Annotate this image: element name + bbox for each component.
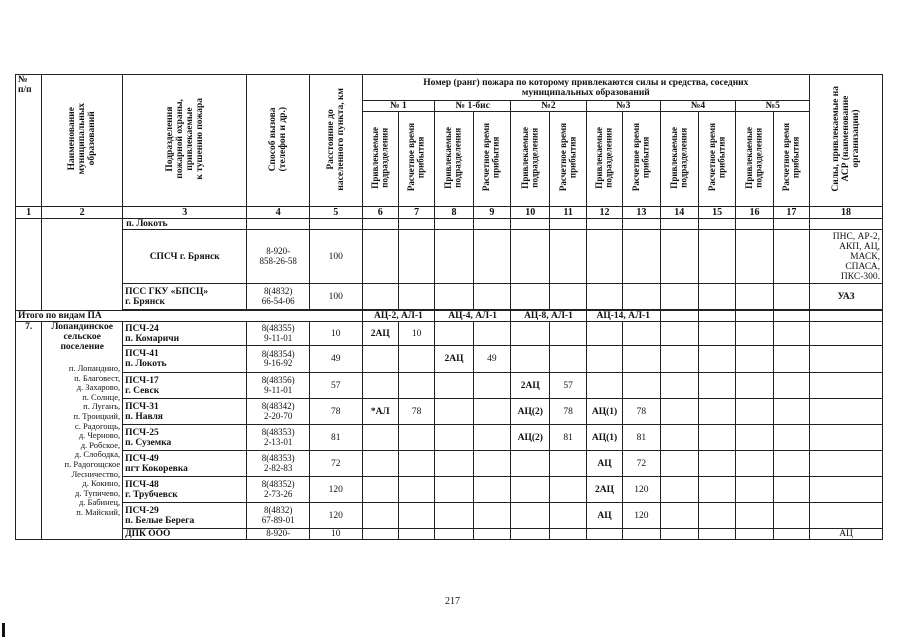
distance-value: 10 <box>310 322 363 346</box>
col-number: 11 <box>550 207 586 219</box>
col-number: 15 <box>698 207 735 219</box>
subheader-time: Расчетное время прибытия <box>398 112 434 207</box>
rank2-time: 57 <box>550 373 586 399</box>
unit-name: ПСЧ-17 г. Севск <box>123 373 247 399</box>
table-row <box>16 284 883 310</box>
settlements-list: п. Лопандино, п. Благовест, д. Захарово, п. Солнце, п. Луганъ, п. Троицкий, с. Радогощь, д. Черново, д. Робское, д. Слободка, п. Радогощское Лесничество, д. Кокино, д. Тупичево, д. Бабинец, п. Майский, <box>64 363 121 517</box>
block1-no-cell <box>16 219 42 311</box>
rank-header-2: №2 <box>511 101 587 112</box>
rank2-units: АЦ(2) <box>511 425 550 451</box>
subheader-time: Расчетное время прибытия <box>773 112 809 207</box>
rank-header-5: №5 <box>736 101 810 112</box>
rank-header-1: № 1 <box>362 101 435 112</box>
rank3-units: АЦ(1) <box>586 425 622 451</box>
table-row <box>16 230 883 284</box>
call-number: 8(48353) 2-13-01 <box>247 425 310 451</box>
header-no: № п/п <box>16 75 42 207</box>
rank2-units: 2АЦ <box>511 373 550 399</box>
fire-table-sheet <box>15 74 883 540</box>
table-row <box>16 451 883 477</box>
table-row <box>16 477 883 503</box>
distance-value: 81 <box>310 425 363 451</box>
col-number: 12 <box>586 207 622 219</box>
distance-value: 120 <box>310 477 363 503</box>
col-number: 5 <box>310 207 363 219</box>
call-number: 8(48356) 9-11-01 <box>247 373 310 399</box>
rank3-time: 120 <box>623 503 660 529</box>
rank1bis-units: 2АЦ <box>435 346 473 373</box>
rank2-time: 78 <box>550 399 586 425</box>
unit-name: ПСЧ-48 г. Трубчевск <box>123 477 247 503</box>
rank3-time: 81 <box>623 425 660 451</box>
header-rank-title: Номер (ранг) пожара по которому привлекаются силы и средства, соседних муниципальных образований <box>362 75 810 101</box>
rank2-time: 81 <box>550 425 586 451</box>
call-number: 8(48354) 9-16-92 <box>247 346 310 373</box>
col-number: 7 <box>398 207 434 219</box>
unit-name: ПСЧ-49 пгт Кокоревка <box>123 451 247 477</box>
call-number: 8-920- 858-26-58 <box>247 230 310 284</box>
rank3-time: 120 <box>623 477 660 503</box>
col-number: 13 <box>623 207 660 219</box>
subheader-units: Привлекаемые подразделения <box>511 112 550 207</box>
rank3-units: АЦ <box>586 503 622 529</box>
col-number: 2 <box>42 207 123 219</box>
distance-value: 57 <box>310 373 363 399</box>
rank1-units: 2АЦ <box>362 322 398 346</box>
asr-forces: УАЗ <box>810 284 883 310</box>
unit-name: ПСЧ-24 п. Комаричи <box>123 322 247 346</box>
margin-mark <box>2 623 5 637</box>
col-number: 10 <box>511 207 550 219</box>
block2-no: 7. <box>16 322 42 540</box>
header-call-method: Способ вызова (телефон и др.) <box>247 75 310 207</box>
subheader-units: Привлекаемые подразделения <box>736 112 773 207</box>
rank1bis-time: 49 <box>473 346 510 373</box>
column-number-row <box>16 207 883 219</box>
table-row <box>16 399 883 425</box>
col-number: 3 <box>123 207 247 219</box>
subheader-time: Расчетное время прибытия <box>550 112 586 207</box>
rank3-units: 2АЦ <box>586 477 622 503</box>
unit-name: ПСЧ-31 п. Навля <box>123 399 247 425</box>
col-number: 16 <box>736 207 773 219</box>
col-number: 14 <box>660 207 698 219</box>
call-number: 8(4832) 66-54-06 <box>247 284 310 310</box>
unit-name: ПСЧ-41 п. Локоть <box>123 346 247 373</box>
asr-forces: АЦ <box>810 529 883 540</box>
header-units: Подразделения пожарной охраны, привлекаемые к тушению пожара <box>123 75 247 207</box>
rank2-units: АЦ(2) <box>511 399 550 425</box>
rank-header-3: №3 <box>586 101 660 112</box>
unit-name: ПСС ГКУ «БПСЦ» г. Брянск <box>123 284 247 310</box>
subheader-units: Привлекаемые подразделения <box>586 112 622 207</box>
rank-header-1bis: № 1-бис <box>435 101 511 112</box>
distance-value: 49 <box>310 346 363 373</box>
call-number: 8-920- <box>247 529 310 540</box>
subheader-units: Привлекаемые подразделения <box>435 112 473 207</box>
unit-name: ПСЧ-25 п. Суземка <box>123 425 247 451</box>
rank1-time: 10 <box>398 322 434 346</box>
distance-value: 100 <box>310 284 363 310</box>
subheader-units: Привлекаемые подразделения <box>362 112 398 207</box>
col-number: 4 <box>247 207 310 219</box>
rank3-time: 72 <box>623 451 660 477</box>
distance-value: 10 <box>310 529 363 540</box>
block1-name-cell <box>42 219 123 311</box>
table-row <box>16 529 883 540</box>
call-number: 8(4832) 67-89-01 <box>247 503 310 529</box>
distance-value: 72 <box>310 451 363 477</box>
total-rank-1bis: АЦ-4, АЛ-1 <box>435 311 511 322</box>
rank1-time: 78 <box>398 399 434 425</box>
table-row <box>16 373 883 399</box>
subheader-time: Расчетное время прибытия <box>623 112 660 207</box>
rank3-time: 78 <box>623 399 660 425</box>
table-row <box>16 346 883 373</box>
unit-name: ПСЧ-29 п. Белые Берега <box>123 503 247 529</box>
call-number: 8(48353) 2-82-83 <box>247 451 310 477</box>
rank3-units: АЦ <box>586 451 622 477</box>
col-number: 8 <box>435 207 473 219</box>
place-heading: п. Локоть <box>123 219 247 230</box>
header-distance: Расстояние до населенного пункта, км <box>310 75 363 207</box>
municipality-name: Лопандинское сельское поселение <box>51 322 113 352</box>
distance-value: 78 <box>310 399 363 425</box>
subheader-time: Расчетное время прибытия <box>698 112 735 207</box>
total-rank-3: АЦ-14, АЛ-1 <box>586 311 660 322</box>
header-asr: Силы, привлекаемые на АСР (наименование организации) <box>810 75 883 207</box>
total-rank-2: АЦ-8, АЛ-1 <box>511 311 587 322</box>
col-number: 9 <box>473 207 510 219</box>
totals-label: Итого по видам ПА <box>16 311 363 322</box>
rank-header-4: №4 <box>660 101 736 112</box>
call-number: 8(48352) 2-73-26 <box>247 477 310 503</box>
rank1-units: *АЛ <box>362 399 398 425</box>
asr-forces: ПНС, АР-2, АКП, АЦ, МАСК, СПАСА, ПКС-300. <box>810 230 883 284</box>
call-number: 8(48355) 9-11-01 <box>247 322 310 346</box>
distance-value: 100 <box>310 230 363 284</box>
subheader-time: Расчетное время прибытия <box>473 112 510 207</box>
col-number: 6 <box>362 207 398 219</box>
col-number: 17 <box>773 207 809 219</box>
table-row <box>16 322 883 346</box>
subheader-units: Привлекаемые подразделения <box>660 112 698 207</box>
totals-row <box>16 311 883 322</box>
distance-value: 120 <box>310 503 363 529</box>
col-number: 18 <box>810 207 883 219</box>
page-number: 217 <box>445 596 460 607</box>
header-municipality: Наименование муниципальных образований <box>42 75 123 207</box>
unit-name: ДПК ООО <box>123 529 247 540</box>
block2-name-cell <box>42 322 123 540</box>
table-row <box>16 503 883 529</box>
call-number: 8(48342) 2-20-70 <box>247 399 310 425</box>
col-number: 1 <box>16 207 42 219</box>
table-row <box>16 425 883 451</box>
unit-name: СПСЧ г. Брянск <box>123 230 247 284</box>
rank3-units: АЦ(1) <box>586 399 622 425</box>
total-rank-1: АЦ-2, АЛ-1 <box>362 311 435 322</box>
fire-resources-table <box>15 74 883 540</box>
